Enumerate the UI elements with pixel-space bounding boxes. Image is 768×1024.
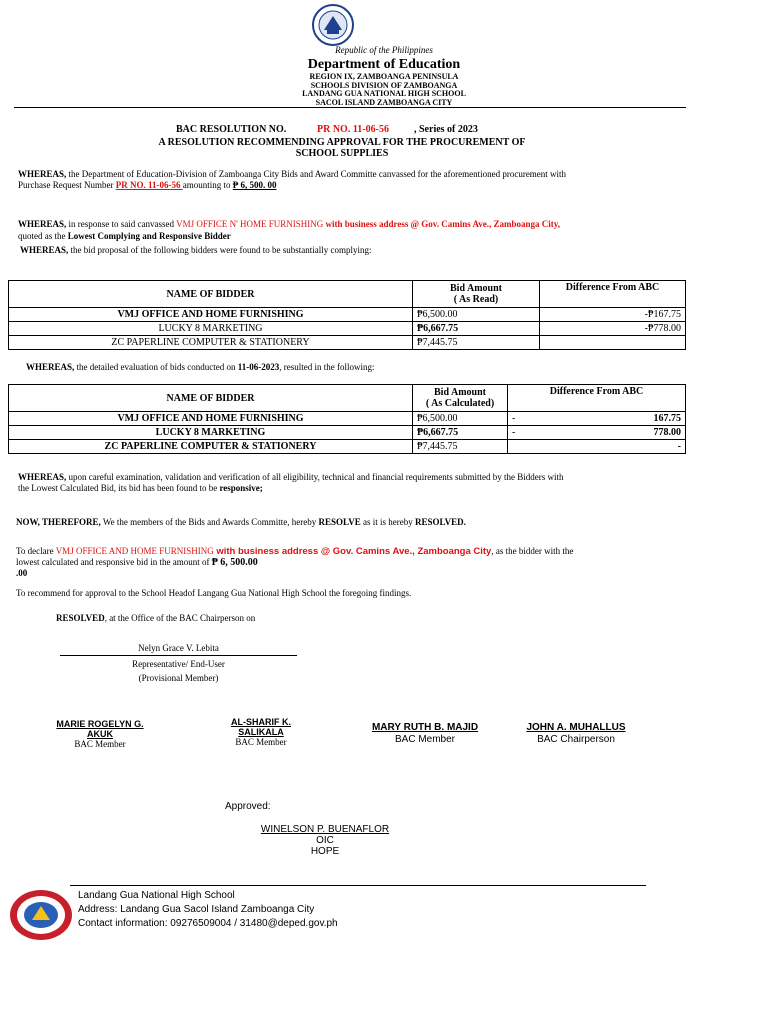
end-user-role: Representative/ End-User [132,659,225,669]
declare-text2: , as the bidder with the [491,546,574,556]
now-therefore [16,517,686,527]
declare-amount: ₱ 6, 500.00 [211,557,258,568]
difference: -₱167.75 [540,308,686,322]
difference-sign: - [508,412,525,426]
header-address-block [0,73,768,107]
bid-amount: ₱6,667.75 [413,322,540,336]
whereas-5-lead: WHEREAS, [18,472,67,482]
difference [540,336,686,350]
resolved-lead: RESOLVED [56,613,105,623]
resolution-title-line1: A RESOLUTION RECOMMENDING APPROVAL FOR THE PROCUREMENT OF [158,137,526,148]
signatory-name-line1: MARIE ROGELYN G. [56,719,144,729]
bid-amount: ₱6,500.00 [413,308,540,322]
bid-amount: ₱7,445.75 [413,440,508,454]
approver-title2: HOPE [310,846,340,857]
signatory-muhallus [514,722,638,746]
signatory-role: BAC Member [74,739,126,749]
header-republic: Republic of the Philippines [335,45,433,55]
col-name-of-bidder: NAME OF BIDDER [9,281,413,308]
footer-info [78,889,338,931]
difference: 167.75 [524,412,686,426]
resolution-title-line2: SCHOOL SUPPLIES [295,148,389,159]
whereas-2-lead: WHEREAS, [18,219,67,229]
now-therefore-resolve: RESOLVE [318,517,361,527]
deped-seal-logo [302,4,364,46]
table-row [9,322,686,336]
header-division: SCHOOLS DIVISION OF ZAMBOANGA [310,80,458,90]
header-school: LANDANG GUA NATIONAL HIGH SCHOOL [302,89,466,98]
whereas-3-text: the bid proposal of the following bidders were found to be substantially complying: [68,245,372,255]
table-header-row [9,281,686,308]
end-user-name: Nelyn Grace V. Lebita [138,643,219,653]
header-department: Department of Education [307,57,461,72]
table-row [9,412,686,426]
declare-company: VMJ OFFICE AND HOME FURNISHING [55,546,214,556]
whereas-1-lead: WHEREAS, [18,169,67,179]
recommend-paragraph: To recommend for approval to the School Headof Langang Gua National High School the foregoing findings. [16,588,412,598]
whereas-2-bold: Lowest Complying and Responsive Bidder [67,231,231,241]
col-bid-amount [413,385,508,412]
bidder-name: VMJ OFFICE AND HOME FURNISHING [9,308,413,322]
resolved-at [56,613,255,623]
whereas-1-text3: amounting to [182,180,233,190]
table-row [9,336,686,350]
bid-amount: ₱6,667.75 [413,426,508,440]
col-bid-amount [413,281,540,308]
whereas-2-company: VMJ OFFICE N' HOME FURNISHING [176,219,324,229]
approval-label: Approved: [225,801,271,812]
signatory-role: BAC Chairperson [537,734,615,745]
signatory-name-line1: JOHN A. MUHALLUS [526,722,626,733]
whereas-2-text1: in response to said canvassed [66,219,177,229]
approval-block [250,824,400,857]
whereas-2-address: with business address @ Gov. Camins Ave., Zamboanga City, [323,219,561,229]
table-row [9,426,686,440]
now-therefore-text1: We the members of the Bids and Awards Committe, hereby [100,517,319,527]
whereas-2-text2: quoted as the [18,231,68,241]
bidder-name: VMJ OFFICE AND HOME FURNISHING [9,412,413,426]
whereas-2 [18,218,688,242]
footer-school: Landang Gua National High School [78,890,235,901]
signatory-salikala [212,717,310,747]
bid-amount: ₱7,445.75 [413,336,540,350]
end-user-note: (Provisional Member) [138,673,219,683]
declare-amount2: .00 [16,568,28,578]
signatory-role: BAC Member [235,737,287,747]
whereas-5-text1: upon careful examination, validation and verification of all eligibility, technical and financial requirements submitted by the Bidders with [66,472,564,482]
signature-line [60,655,297,656]
footer-divider [70,885,646,886]
table-row [9,308,686,322]
whereas-1-text2: Purchase Request Number [18,180,116,190]
bid-table-as-read [8,280,686,350]
whereas-4-date: 11-06-2023 [237,362,280,372]
difference: -₱778.00 [540,322,686,336]
approver-name: WINELSON P. BUENAFLOR [260,824,390,835]
table-header-row [9,385,686,412]
now-therefore-lead: NOW, THEREFORE, [16,517,101,527]
signatory-name-line1: AL-SHARIF K. [231,717,291,727]
resolution-title [0,137,684,159]
whereas-4-lead: WHEREAS, [26,362,75,372]
whereas-5 [18,472,688,494]
footer-address: Address: Landang Gua Sacol Island Zamboanga City [78,904,315,915]
col-bid-amount-line2: ( As Calculated) [425,398,495,409]
signatory-akuk [40,719,160,749]
whereas-4-text2: , resulted in the following: [279,362,375,372]
whereas-5-text2: the Lowest Calculated Bid, its bid has been found to be [18,483,220,493]
declare-paragraph [16,546,688,579]
bid-table-as-calculated [8,384,686,454]
declare-text3: lowest calculated and responsive bid in the amount of [16,557,212,567]
whereas-5-bold: responsive; [219,483,263,493]
signatory-name-line1: MARY RUTH B. MAJID [371,722,479,733]
approver-title1: OIC [316,835,334,846]
whereas-4 [26,362,686,372]
header-region: REGION IX, ZAMBOANGA PENINSULA [309,72,459,81]
whereas-4-text: the detailed evaluation of bids conducted on [74,362,238,372]
table-row [9,440,686,454]
col-difference: Difference From ABC [508,385,686,412]
resolution-label: BAC RESOLUTION NO. [176,124,287,135]
now-therefore-resolved: RESOLVED. [414,517,466,527]
now-therefore-text2: as it is hereby [360,517,415,527]
declare-text1: To declare [16,546,56,556]
bidder-name: LUCKY 8 MARKETING [9,322,413,336]
bid-amount: ₱6,500.00 [413,412,508,426]
whereas-1-text1: the Department of Education-Division of Zamboanga City Bids and Award Committe canvassed for the aforementioned procurement with [66,169,567,179]
bidder-name: ZC PAPERLINE COMPUTER & STATIONERY [9,440,413,454]
difference: 778.00 [524,426,686,440]
whereas-1 [18,169,688,191]
col-bid-amount-line1: Bid Amount [434,387,486,398]
signatory-name-line2: SALIKALA [238,727,284,737]
col-bid-amount-line1: Bid Amount [450,283,502,294]
signatory-majid [360,722,490,746]
signatory-name-line2: AKUK [87,729,113,739]
whereas-3-lead: WHEREAS, [20,245,69,255]
resolution-series: , Series of 2023 [414,124,478,135]
whereas-3 [20,245,690,255]
bidder-name: ZC PAPERLINE COMPUTER & STATIONERY [9,336,413,350]
header-divider [14,107,686,108]
col-difference: Difference From ABC [540,281,686,308]
difference-sign [508,440,525,454]
col-bid-amount-line2: ( As Read) [453,294,499,305]
difference: - [524,440,686,454]
whereas-1-amount: ₱ 6, 500. 00 [232,180,277,190]
resolved-text: , at the Office of the BAC Chairperson on [104,613,256,623]
declare-address: with business address @ Gov. Camins Ave., Zamboanga City [213,546,492,557]
difference-sign: - [508,426,525,440]
school-seal-logo [8,888,74,942]
bidder-name: LUCKY 8 MARKETING [9,426,413,440]
whereas-1-pr: PR NO. 11-06-56 [115,180,183,190]
footer-contact: Contact information: 09276509004 / 31480@deped.gov.ph [78,918,338,929]
end-user-role-block [60,657,297,685]
col-name-of-bidder: NAME OF BIDDER [9,385,413,412]
signatory-role: BAC Member [394,734,455,745]
header-location: SACOL ISLAND ZAMBOANGA CITY [315,97,453,107]
resolution-pr-number: PR NO. 11-06-56 [317,124,389,135]
